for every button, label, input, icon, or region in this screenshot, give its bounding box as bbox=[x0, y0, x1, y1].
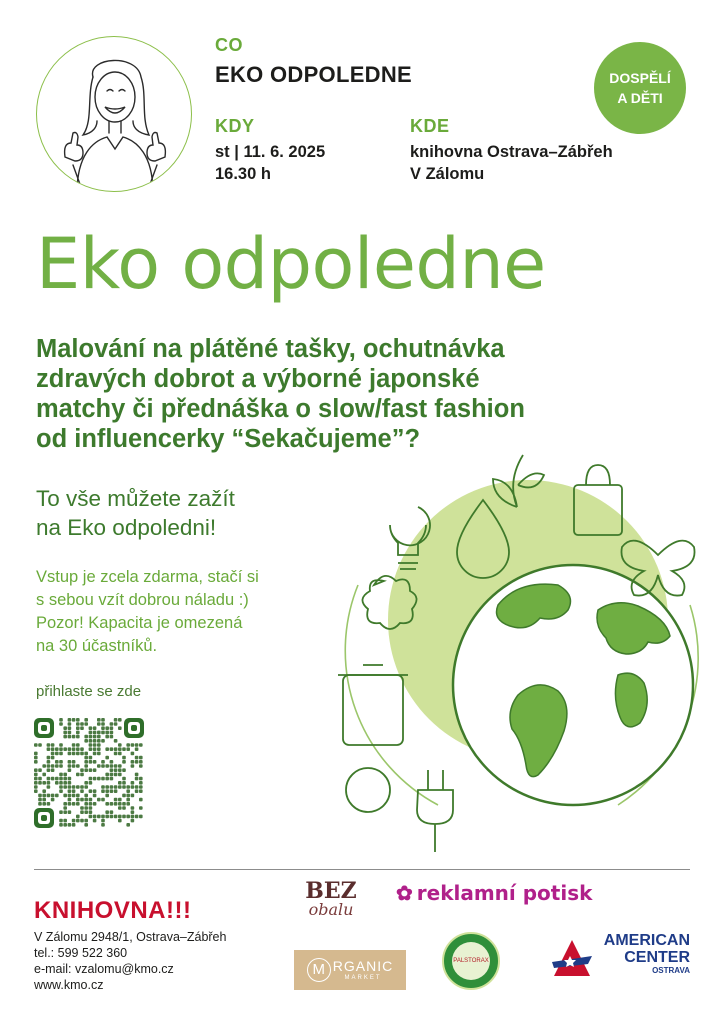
lead-line: matchy či přednáška o slow/fast fashion bbox=[36, 395, 525, 423]
american-center-star-icon bbox=[550, 936, 594, 978]
what-label: CO bbox=[215, 35, 243, 55]
lead-line: Malování na plátěné tašky, ochutnávka bbox=[36, 335, 505, 363]
library-address: V Zálomu 2948/1, Ostrava–Zábřeh bbox=[34, 930, 227, 944]
sponsor-organic-market bbox=[294, 950, 406, 990]
note-line: Pozor! Kapacita je omezená bbox=[36, 614, 243, 632]
audience-badge bbox=[594, 42, 686, 134]
recycling-bin-icon bbox=[343, 675, 403, 745]
sponsor-palstorax bbox=[442, 932, 500, 990]
bez-obalu-subtitle: obalu bbox=[308, 900, 354, 919]
signup-label: přihlaste se zde bbox=[36, 683, 142, 700]
sponsor-american-center bbox=[550, 932, 690, 982]
event-time: 16.30 h bbox=[215, 165, 271, 183]
badge-line2: A DĚTI bbox=[617, 90, 663, 106]
library-website[interactable]: www.kmo.cz bbox=[34, 978, 104, 992]
organic-text bbox=[333, 959, 393, 982]
entry-note bbox=[36, 566, 356, 658]
bez-obalu-title: BEZ bbox=[305, 878, 357, 904]
sponsor-bez-obalu bbox=[296, 880, 366, 918]
program-description bbox=[36, 334, 676, 454]
event-date: st | 11. 6. 2025 bbox=[215, 143, 326, 161]
earth-globe-icon bbox=[453, 565, 693, 805]
poster-headline: Eko odpoledne bbox=[36, 223, 546, 305]
badge-line1: DOSPĚLÍ bbox=[609, 70, 671, 86]
note-line: Vstup je zcela zdarma, stačí si bbox=[36, 568, 259, 586]
sun-icon bbox=[346, 768, 390, 812]
venue-line2: V Zálomu bbox=[410, 165, 485, 183]
portrait-illustration bbox=[36, 36, 192, 192]
when-label: KDY bbox=[215, 116, 255, 136]
library-contact bbox=[34, 929, 226, 993]
invitation-line: na Eko odpoledni! bbox=[36, 515, 217, 540]
american-center-text bbox=[594, 932, 690, 976]
registration-qr-code[interactable] bbox=[34, 718, 144, 828]
reklamni-potisk-name: reklamní potisk bbox=[416, 881, 593, 905]
library-email[interactable]: e-mail: vzalomu@kmo.cz bbox=[34, 962, 174, 976]
invitation-text bbox=[36, 484, 336, 542]
note-line: s sebou vzít dobrou náladu :) bbox=[36, 591, 249, 609]
palstorax-name: PALSTORAX bbox=[452, 942, 490, 980]
footer-divider bbox=[34, 869, 690, 870]
power-plug-icon bbox=[417, 770, 453, 852]
where-label: KDE bbox=[410, 116, 450, 136]
event-name: EKO ODPOLEDNE bbox=[215, 62, 413, 87]
lead-line: od influencerky “Sekačujeme”? bbox=[36, 425, 421, 453]
venue-line1: knihovna Ostrava–Zábřeh bbox=[410, 143, 613, 161]
invitation-line: To vše můžete zažít bbox=[36, 486, 235, 511]
lead-line: zdravých dobrot a výborné japonské bbox=[36, 365, 480, 393]
earth-eco-illustration bbox=[318, 445, 708, 855]
woman-thumbs-up-icon bbox=[37, 37, 192, 192]
sponsor-reklamni-potisk bbox=[396, 881, 592, 906]
organic-subtitle: MARKET bbox=[344, 974, 382, 981]
library-phone: tel.: 599 522 360 bbox=[34, 946, 128, 960]
ostrava-subtitle: OSTRAVA bbox=[652, 966, 690, 975]
note-line: na 30 účastníků. bbox=[36, 637, 158, 655]
flower-logo-icon: ✿ bbox=[396, 883, 413, 905]
center-title: CENTER bbox=[624, 949, 690, 966]
organic-title: RGANIC bbox=[332, 957, 394, 974]
organic-o-logo-icon: M bbox=[307, 958, 331, 982]
american-title: AMERICAN bbox=[603, 932, 690, 949]
library-logo: KNIHOVNA!!! bbox=[34, 897, 192, 924]
